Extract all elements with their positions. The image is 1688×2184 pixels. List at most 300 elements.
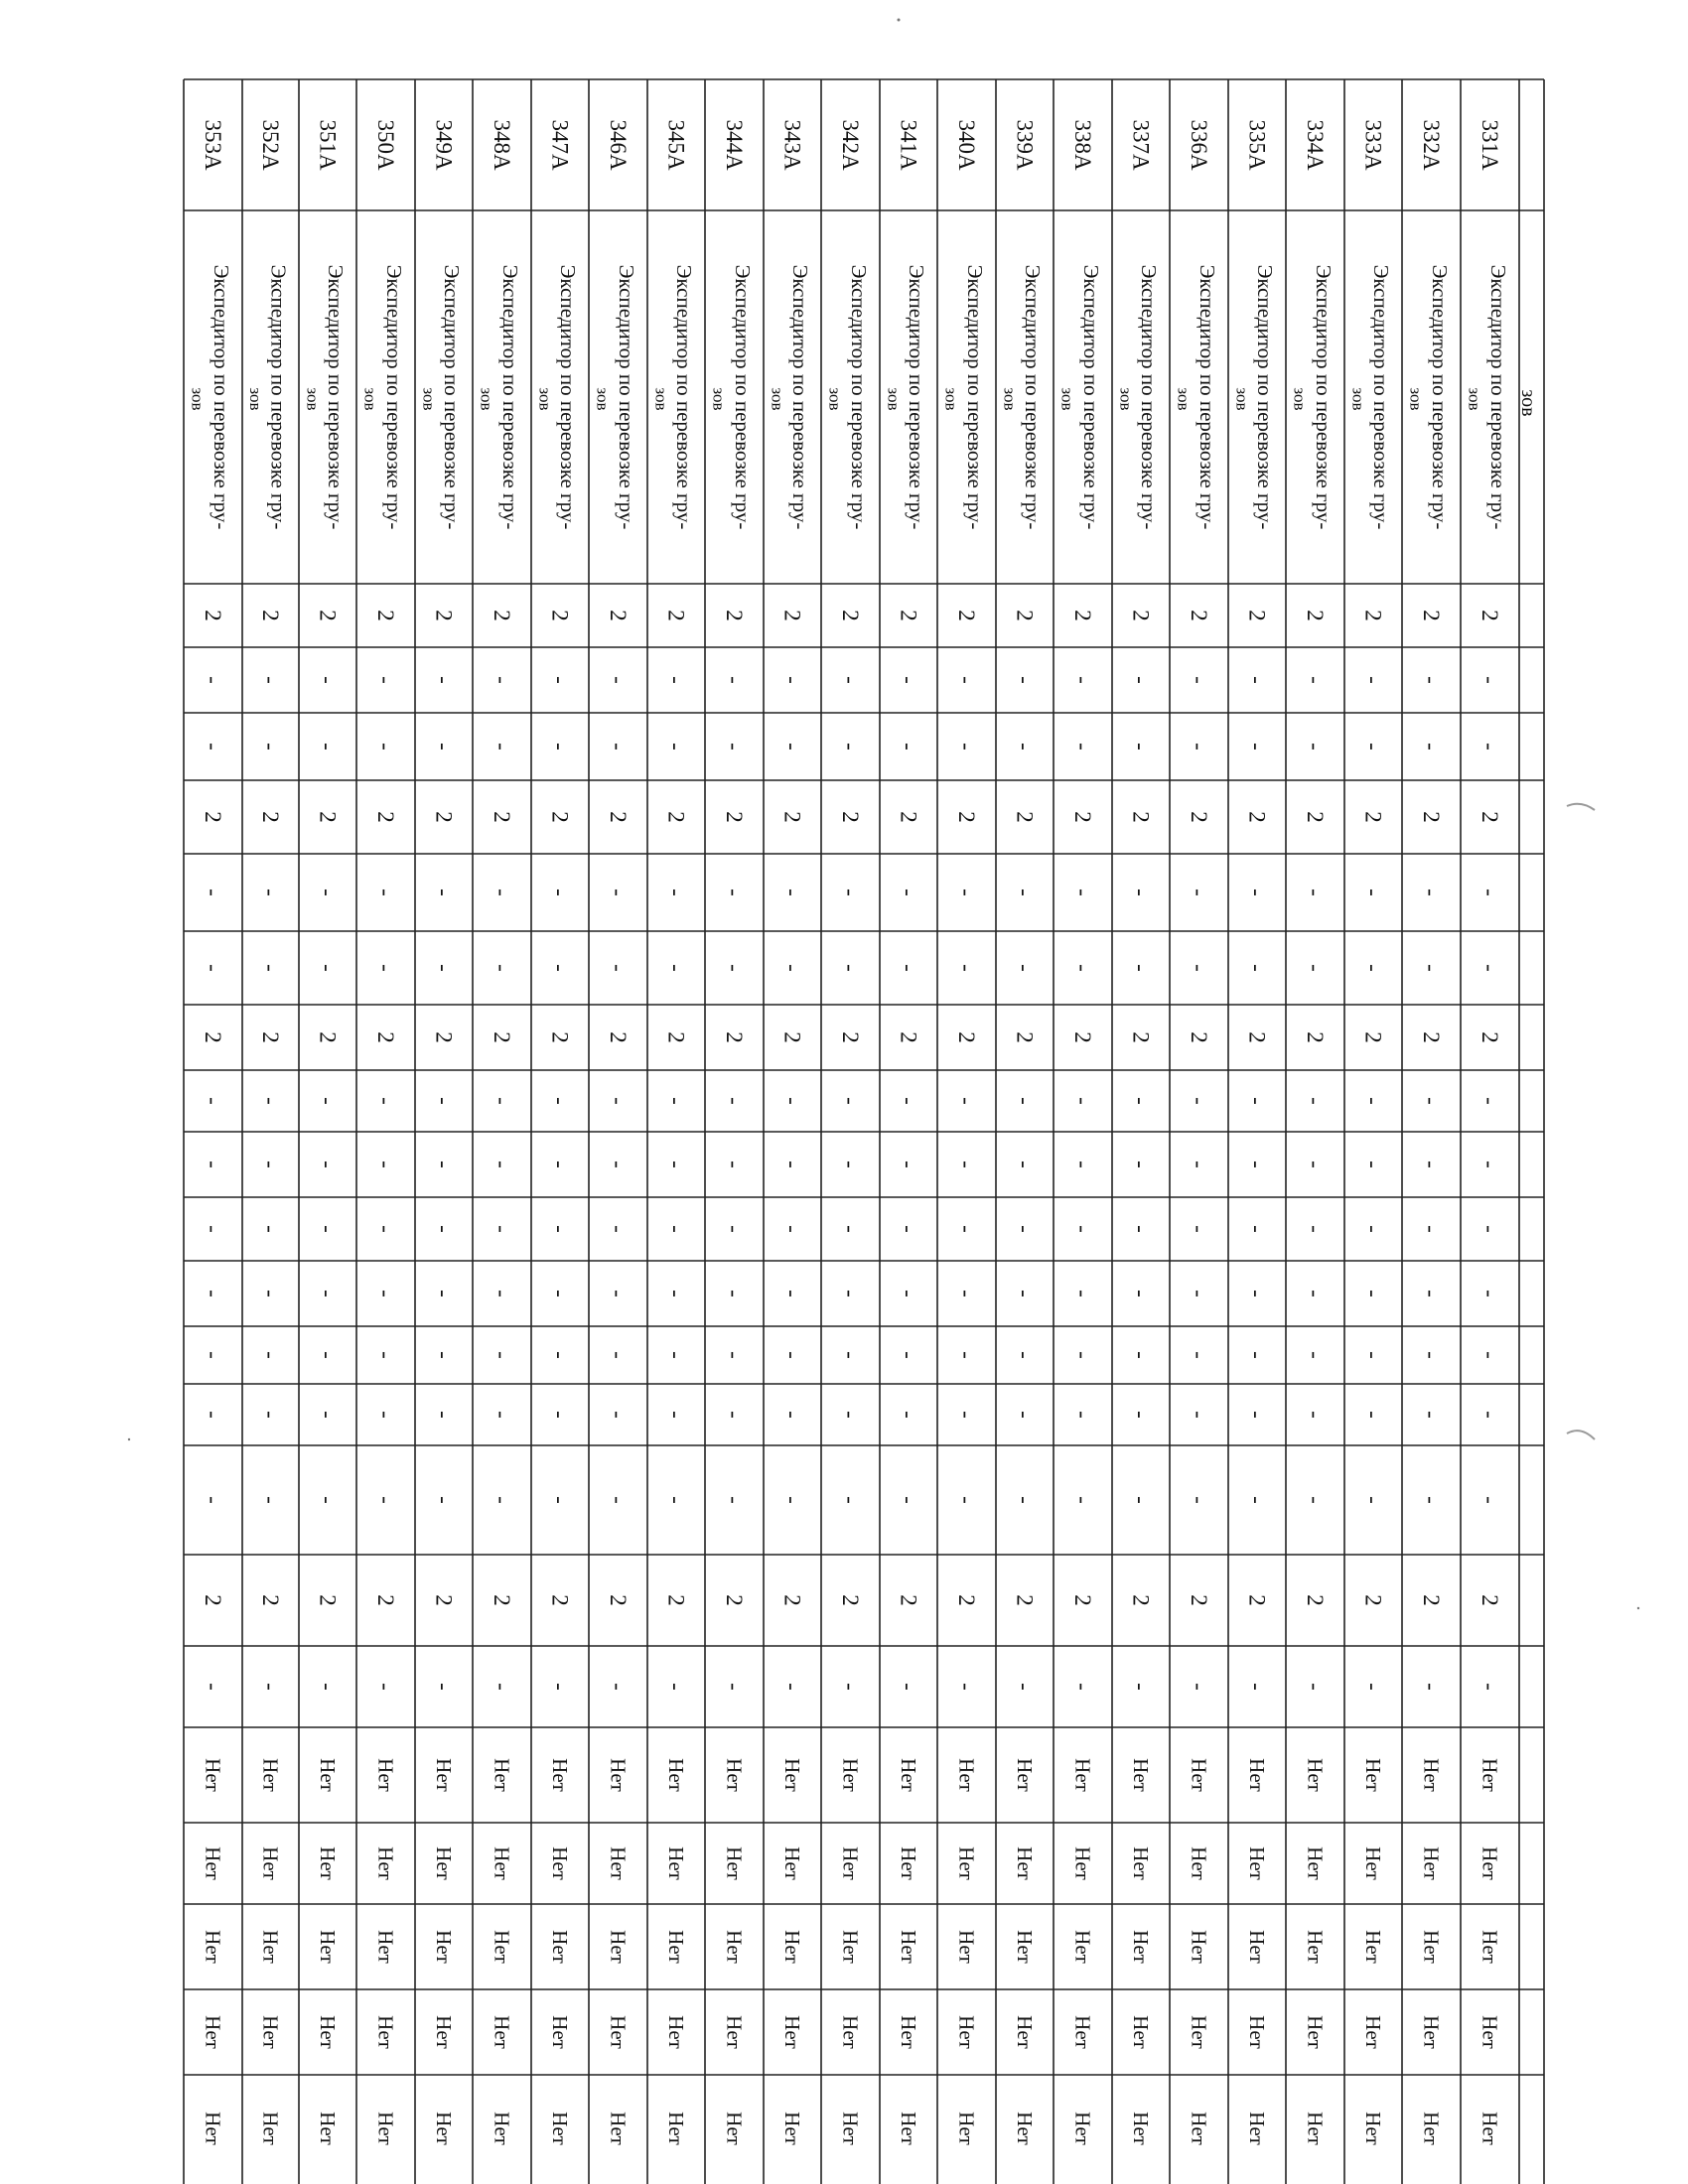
table-cell: Нет: [1419, 1758, 1444, 1792]
table-cell: -: [954, 1097, 979, 1105]
table-cell: Нет: [1303, 1930, 1328, 1964]
table-cell: -: [1477, 964, 1502, 972]
table-cell: -: [431, 676, 457, 684]
table-cell: 2: [1187, 610, 1211, 621]
table-cell: -: [1187, 1290, 1211, 1297]
row-code: 350А: [373, 119, 398, 171]
table-cell: 2: [1419, 610, 1444, 621]
table-cell: -: [722, 1411, 747, 1419]
table-cell: 2: [201, 811, 225, 823]
table-cell: 2: [606, 811, 631, 823]
table-cell: -: [315, 888, 341, 896]
table-cell: 2: [1303, 1031, 1328, 1043]
table-cell: -: [1244, 1496, 1270, 1504]
table-cell: Нет: [606, 1930, 631, 1964]
table-cell: -: [258, 1496, 283, 1504]
row-title-line2: зов: [1290, 387, 1310, 411]
table-cell: Нет: [664, 1758, 688, 1792]
table-cell: -: [1244, 1411, 1270, 1419]
table-cell: -: [1419, 1290, 1444, 1297]
table-cell: -: [431, 743, 457, 751]
row-title-line1: Экспедитор по перевозке гру-: [1253, 264, 1278, 530]
table-cell: -: [1419, 676, 1444, 684]
table-cell: Нет: [1245, 1758, 1269, 1792]
row-title-line1: Экспедитор по перевозке гру-: [1427, 264, 1452, 530]
table-cell: -: [722, 964, 747, 972]
table-cell: -: [373, 1097, 398, 1105]
table-cell: Нет: [1477, 2112, 1502, 2145]
table-cell: Нет: [1070, 1930, 1095, 1964]
table-cell: Нет: [954, 2015, 979, 2049]
table-cell: -: [1419, 1496, 1444, 1504]
table-cell: -: [201, 1683, 225, 1691]
table-cell: -: [315, 1097, 341, 1105]
table-cell: -: [1360, 888, 1386, 896]
table-cell: -: [258, 1411, 283, 1419]
row-title-line1: Экспедитор по перевозке гру-: [497, 264, 522, 530]
table-cell: 2: [315, 811, 341, 823]
table-cell: Нет: [838, 1758, 863, 1792]
table-cell: 2: [1187, 811, 1211, 823]
table-cell: Нет: [1303, 1758, 1328, 1792]
table-cell: -: [663, 1683, 689, 1691]
table-cell: -: [779, 743, 805, 751]
table-cell: 2: [1128, 811, 1154, 823]
table-cell: Нет: [201, 1758, 225, 1792]
table-cell: -: [1477, 676, 1502, 684]
table-cell: -: [258, 1351, 283, 1359]
table-cell: Нет: [548, 1846, 572, 1880]
table-cell: 2: [490, 1031, 514, 1043]
table-cell: -: [1187, 1683, 1211, 1691]
table-cell: -: [779, 888, 805, 896]
table-cell: -: [1360, 1683, 1386, 1691]
table-cell: -: [1012, 888, 1038, 896]
table-cell: Нет: [1477, 1930, 1502, 1964]
table-cell: -: [490, 964, 514, 972]
table-cell: 2: [1419, 1031, 1444, 1043]
table-cell: -: [1070, 743, 1095, 751]
table-cell: Нет: [1245, 1930, 1269, 1964]
table-cell: -: [258, 1160, 283, 1168]
table-cell: 2: [315, 610, 341, 621]
table-cell: -: [1419, 964, 1444, 972]
table-cell: 2: [1128, 1031, 1154, 1043]
table-cell: -: [1303, 1683, 1328, 1691]
table-cell: Нет: [838, 1930, 863, 1964]
table-cell: -: [606, 1351, 631, 1359]
table-cell: 2: [1303, 610, 1328, 621]
table-cell: -: [1360, 1351, 1386, 1359]
table-cell: -: [663, 676, 689, 684]
table-cell: -: [954, 1225, 979, 1233]
table-cell: -: [547, 1097, 573, 1105]
table-cell: 2: [373, 811, 398, 823]
table-cell: -: [722, 888, 747, 896]
table-cell: -: [1187, 1225, 1211, 1233]
table-cell: Нет: [1129, 1758, 1153, 1792]
table-cell: -: [373, 676, 398, 684]
table-cell: 2: [1128, 1594, 1154, 1606]
table-cell: Нет: [1187, 2015, 1211, 2049]
table-cell: -: [722, 743, 747, 751]
table-cell: Нет: [1070, 2112, 1095, 2145]
table-cell: -: [1244, 1160, 1270, 1168]
table-cell: -: [258, 676, 283, 684]
table-cell: Нет: [1477, 1758, 1502, 1792]
table-cell: -: [490, 1290, 514, 1297]
table-cell: -: [779, 964, 805, 972]
table-cell: -: [1070, 1411, 1095, 1419]
table-cell: -: [1360, 676, 1386, 684]
table-cell: Нет: [954, 1846, 979, 1880]
row-title-line2: зов: [246, 387, 266, 411]
table-cell: -: [896, 1496, 921, 1504]
row-title-line2: зов: [651, 387, 671, 411]
table-cell: 2: [1244, 1594, 1270, 1606]
table-cell: 2: [722, 1594, 747, 1606]
table-cell: Нет: [1361, 1846, 1385, 1880]
table-cell: -: [1244, 1225, 1270, 1233]
table-cell: Нет: [432, 1758, 456, 1792]
table-cell: -: [1244, 1683, 1270, 1691]
table-cell: -: [838, 1290, 863, 1297]
table-cell: -: [547, 1683, 573, 1691]
table-cell: -: [373, 964, 398, 972]
table-cell: Нет: [606, 1846, 631, 1880]
table-cell: -: [838, 1160, 863, 1168]
table-cell: -: [1070, 676, 1095, 684]
table-cell: Нет: [1245, 2015, 1269, 2049]
table-cell: 2: [373, 1031, 398, 1043]
table-cell: -: [1477, 743, 1502, 751]
table-cell: Нет: [316, 1846, 340, 1880]
table-cell: -: [1012, 1411, 1038, 1419]
table-cell: Нет: [897, 2112, 920, 2145]
table-cell: 2: [954, 1594, 979, 1606]
row-title-line1: Экспедитор по перевозке гру-: [962, 264, 987, 530]
table-cell: Нет: [258, 1846, 283, 1880]
table-cell: -: [896, 888, 921, 896]
table-cell: Нет: [373, 1846, 398, 1880]
table-cell: Нет: [780, 1846, 804, 1880]
table-cell: -: [1360, 964, 1386, 972]
table-cell: -: [1244, 888, 1270, 896]
table-cell: -: [1128, 964, 1154, 972]
table-cell: 2: [1012, 610, 1038, 621]
table-cell: -: [779, 1496, 805, 1504]
row-title-line2: зов: [1465, 387, 1484, 411]
table-cell: Нет: [1187, 1758, 1211, 1792]
table-cell: -: [663, 1160, 689, 1168]
table-cell: -: [1419, 1351, 1444, 1359]
table-cell: Нет: [373, 2112, 398, 2145]
row-title-line2: зов: [360, 387, 380, 411]
table-cell: Нет: [954, 1758, 979, 1792]
table-cell: -: [201, 1290, 225, 1297]
table-cell: -: [490, 1683, 514, 1691]
table-cell: -: [1303, 1290, 1328, 1297]
table-cell: -: [1244, 743, 1270, 751]
row-code: 345А: [663, 119, 689, 171]
row-title-line1: Экспедитор по перевозке гру-: [730, 264, 755, 530]
table-cell: -: [1012, 1683, 1038, 1691]
table-cell: -: [1012, 1097, 1038, 1105]
table-cell: Нет: [780, 2112, 804, 2145]
table-cell: -: [373, 1225, 398, 1233]
table-cell: -: [896, 676, 921, 684]
table-cell: 2: [431, 811, 457, 823]
row-code: 342А: [838, 119, 863, 171]
table-cell: Нет: [897, 2015, 920, 2049]
table-cell: Нет: [1129, 1930, 1153, 1964]
table-cell: -: [1012, 1496, 1038, 1504]
table-cell: -: [1477, 888, 1502, 896]
table-cell: Нет: [1419, 1846, 1444, 1880]
table-cell: -: [722, 676, 747, 684]
table-cell: 2: [1360, 1594, 1386, 1606]
table-cell: 2: [722, 1031, 747, 1043]
row-code: 337А: [1128, 119, 1154, 171]
row-title-line2: зов: [1116, 387, 1136, 411]
table-cell: Нет: [722, 1758, 747, 1792]
table-cell: Нет: [897, 1930, 920, 1964]
table-cell: Нет: [954, 1930, 979, 1964]
table-cell: 2: [1012, 1594, 1038, 1606]
table-cell: Нет: [1245, 2112, 1269, 2145]
table-cell: 2: [663, 1031, 689, 1043]
table-cell: 2: [1360, 610, 1386, 621]
table-cell: -: [1303, 888, 1328, 896]
table-cell: Нет: [490, 1846, 514, 1880]
row-title-line2: зов: [884, 387, 904, 411]
table-cell: -: [1128, 743, 1154, 751]
table-cell: 2: [1360, 1031, 1386, 1043]
table-cell: 2: [838, 1031, 863, 1043]
table-cell: Нет: [722, 2015, 747, 2049]
row-title-line2: зов: [1000, 387, 1020, 411]
table-cell: -: [315, 964, 341, 972]
table-cell: -: [663, 1351, 689, 1359]
row-title-line1: Экспедитор по перевозке гру-: [1311, 264, 1336, 530]
table-cell: -: [606, 1411, 631, 1419]
table-cell: -: [490, 1097, 514, 1105]
table-cell: -: [1303, 676, 1328, 684]
table-cell: 2: [315, 1031, 341, 1043]
table-cell: -: [1360, 1097, 1386, 1105]
row-title-line1: Экспедитор по перевозке гру-: [266, 264, 291, 530]
table-cell: -: [779, 1351, 805, 1359]
table-cell: -: [373, 888, 398, 896]
table-cell: -: [896, 743, 921, 751]
table-cell: -: [547, 1351, 573, 1359]
table-cell: Нет: [664, 1846, 688, 1880]
table-cell: -: [1187, 1160, 1211, 1168]
table-cell: -: [1128, 1290, 1154, 1297]
table-cell: -: [722, 1097, 747, 1105]
table-cell: -: [431, 1160, 457, 1168]
table-cell: -: [1070, 1225, 1095, 1233]
row-code: 352А: [258, 119, 283, 171]
table-cell: -: [258, 888, 283, 896]
table-cell: -: [838, 964, 863, 972]
table-cell: Нет: [780, 1930, 804, 1964]
table-cell: 2: [258, 610, 283, 621]
table-cell: -: [838, 888, 863, 896]
table-cell: -: [722, 1496, 747, 1504]
table-cell: -: [201, 743, 225, 751]
table-cell: 2: [1419, 1594, 1444, 1606]
table-cell: -: [1012, 676, 1038, 684]
table-cell: 2: [431, 1031, 457, 1043]
table-cell: -: [431, 1290, 457, 1297]
table-cell: -: [606, 1683, 631, 1691]
table-cell: -: [201, 1496, 225, 1504]
table-cell: Нет: [1129, 2015, 1153, 2049]
table-cell: -: [315, 743, 341, 751]
table-cell: -: [373, 743, 398, 751]
table-cell: -: [373, 1683, 398, 1691]
table-cell: -: [1187, 1411, 1211, 1419]
table-cell: Нет: [838, 2015, 863, 2049]
table-cell: 2: [722, 610, 747, 621]
table-cell: -: [1303, 1160, 1328, 1168]
table-cell: 2: [490, 1594, 514, 1606]
table-cell: Нет: [664, 1930, 688, 1964]
table-cell: -: [954, 888, 979, 896]
table-cell: 2: [663, 610, 689, 621]
table-cell: -: [779, 1290, 805, 1297]
table-cell: Нет: [1187, 1846, 1211, 1880]
table-cell: Нет: [548, 1758, 572, 1792]
table-cell: Нет: [1013, 1846, 1037, 1880]
table-cell: -: [1477, 1351, 1502, 1359]
table-cell: -: [547, 1160, 573, 1168]
table-cell: -: [1070, 1160, 1095, 1168]
table-cell: -: [315, 1290, 341, 1297]
table-cell: Нет: [316, 1930, 340, 1964]
table-cell: 2: [201, 610, 225, 621]
table-cell: -: [1012, 1225, 1038, 1233]
table-cell: Нет: [1070, 1758, 1095, 1792]
table-cell: -: [838, 1496, 863, 1504]
table-cell: Нет: [1419, 1930, 1444, 1964]
row-title-line1: Экспедитор по перевозке гру-: [209, 264, 233, 530]
table-cell: -: [1244, 676, 1270, 684]
table-cell: 2: [490, 610, 514, 621]
table-cell: -: [1360, 1290, 1386, 1297]
table-cell: -: [1012, 1290, 1038, 1297]
table-cell: 2: [606, 610, 631, 621]
table-cell: Нет: [1303, 2112, 1328, 2145]
table-cell: -: [1128, 888, 1154, 896]
table-cell: Нет: [1361, 1758, 1385, 1792]
table-cell: 2: [779, 610, 805, 621]
table-cell: -: [896, 1351, 921, 1359]
table-cell: Нет: [490, 1758, 514, 1792]
row-code: 336А: [1187, 119, 1211, 171]
table-cell: Нет: [490, 2015, 514, 2049]
table-cell: -: [373, 1160, 398, 1168]
table-cell: -: [1012, 964, 1038, 972]
table-cell: -: [315, 1411, 341, 1419]
table-cell: -: [1244, 964, 1270, 972]
table-cell: 2: [1303, 1594, 1328, 1606]
table-cell: -: [1244, 1351, 1270, 1359]
row-title-line1: Экспедитор по перевозке гру-: [1369, 264, 1394, 530]
row-title-line2: зов: [593, 387, 613, 411]
table-cell: 2: [315, 1594, 341, 1606]
table-cell: 2: [1070, 610, 1095, 621]
table-cell: 2: [1012, 811, 1038, 823]
table-cell: -: [315, 1160, 341, 1168]
table-cell: -: [1128, 1411, 1154, 1419]
table-cell: Нет: [1013, 1930, 1037, 1964]
table-cell: -: [1244, 1097, 1270, 1105]
table-cell: -: [838, 676, 863, 684]
table-cell: Нет: [548, 2112, 572, 2145]
table-cell: 2: [431, 610, 457, 621]
row-title-line1: Экспедитор по перевозке гру-: [440, 264, 465, 530]
table-cell: Нет: [1129, 2112, 1153, 2145]
table-cell: Нет: [722, 1846, 747, 1880]
row-code: 333А: [1360, 119, 1386, 171]
table-cell: -: [1360, 1225, 1386, 1233]
table-cell: -: [722, 1683, 747, 1691]
table-cell: Нет: [664, 2112, 688, 2145]
table-cell: -: [431, 1411, 457, 1419]
table-cell: -: [490, 1225, 514, 1233]
table-cell: Нет: [780, 2015, 804, 2049]
table-cell: -: [1303, 964, 1328, 972]
row-code: 347А: [547, 119, 573, 171]
table-cell: -: [1419, 1097, 1444, 1105]
row-title-line1: Экспедитор по перевозке гру-: [1195, 264, 1219, 530]
table-cell: -: [896, 964, 921, 972]
table-cell: 2: [1070, 811, 1095, 823]
table-cell: -: [1070, 1351, 1095, 1359]
row-title-line1: Экспедитор по перевозке гру-: [672, 264, 697, 530]
row-title-line2: зов: [419, 387, 439, 411]
row-title-line1: Экспедитор по перевозке гру-: [905, 264, 929, 530]
table-cell: -: [1187, 964, 1211, 972]
table-cell: -: [490, 743, 514, 751]
table-cell: 2: [896, 610, 921, 621]
table-cell: 2: [1244, 1031, 1270, 1043]
table-cell: 2: [201, 1594, 225, 1606]
table-cell: Нет: [373, 2015, 398, 2049]
table-cell: Нет: [1013, 2112, 1037, 2145]
row-code: 339А: [1012, 119, 1038, 171]
table-cell: 2: [954, 1031, 979, 1043]
table-cell: -: [954, 676, 979, 684]
row-code: 344А: [722, 119, 747, 171]
table-cell: Нет: [838, 1846, 863, 1880]
table-cell: -: [1187, 1097, 1211, 1105]
row-title-line1: Экспедитор по перевозке гру-: [324, 264, 349, 530]
table-cell: -: [1070, 1290, 1095, 1297]
table-cell: Нет: [258, 1930, 283, 1964]
table-cell: -: [431, 1496, 457, 1504]
row-title-line1: Экспедитор по перевозке гру-: [381, 264, 406, 530]
table-cell: Нет: [432, 2112, 456, 2145]
table-cell: -: [663, 964, 689, 972]
table-cell: -: [606, 1097, 631, 1105]
table-cell: Нет: [432, 1930, 456, 1964]
table-cell: -: [1187, 1496, 1211, 1504]
table-cell: -: [431, 1351, 457, 1359]
table-cell: 2: [1244, 610, 1270, 621]
